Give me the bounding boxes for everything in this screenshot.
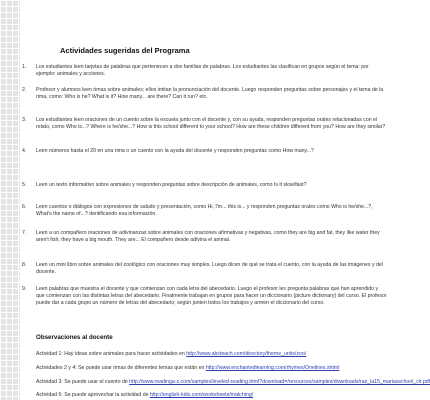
observation-line	[36, 392, 391, 399]
item-number: 9.	[22, 286, 27, 292]
item-number: 1.	[22, 64, 27, 70]
item-number: 3.	[22, 117, 27, 123]
item-text: Leen un texto informativo sobre animales y responden preguntas sobre descripción de animales, como Is it slow/fast?	[36, 182, 307, 188]
decorative-border	[0, 0, 20, 400]
resource-link[interactable]: http://www.readinga-z.com/samples/leveled-reading.html?download=/resources/samples/downloads/raz_la15_mariasschool_clr.pdf	[129, 379, 430, 385]
item-number: 7.	[22, 230, 27, 236]
observations-title: Observaciones al docente	[36, 334, 113, 341]
item-number: 4.	[22, 148, 27, 154]
observation-line	[36, 351, 391, 358]
resource-link[interactable]: http://www.abcteach.com/directory/theme_units/zoo/	[186, 351, 307, 357]
observation-text: Actividad 3: Se puede usar el cuento de	[36, 379, 130, 385]
observation-text: Actividades 2 y 4: Se puede usar rimas de diferentes temas que están en	[36, 365, 206, 371]
item-number: 2.	[22, 87, 27, 93]
observation-text: Actividad 6: Se puede aprovechar la actividad de	[36, 392, 150, 398]
resource-link[interactable]: http://english-kids.com/worksheets/matching/	[149, 392, 254, 398]
observation-text: Actividad 1: Hay ideas sobre animales para hacer actividades en	[36, 351, 187, 357]
document-page	[22, 0, 430, 400]
observation-line	[36, 365, 391, 372]
item-text: Profesor y alumnos leen rimas sobre animales; ellos imitan la pronunciación del docente. Luego responden preguntas sobre personajes y el tema de la rima, como: Who is he? What is it? How many... are there? Can it run? etc.	[36, 87, 384, 100]
item-text: Leen un mini libro sobre animales del zoológico con oraciones muy simples. Luego dicen de qué se trata el cuento, con la ayuda de las imágenes y del docente.	[36, 262, 383, 275]
item-text: Leen cuentos o diálogos con expresiones de saludo y presentación, como Hi, I'm... this is... y responden preguntas orales como Who is he/she...?, What's the name of...? dentificando esa información.	[36, 204, 373, 217]
item-number: 8.	[22, 262, 27, 268]
resource-link[interactable]: http://www.enchantedlearning.com/rhymes/Onelines.shtml	[205, 365, 340, 371]
section-title: Actividades sugeridas del Programa	[60, 46, 190, 55]
observation-line	[36, 379, 430, 386]
item-text: Leen números hasta el 20 en una rima o un cuento con la ayuda del docente y responden preguntas como How many...?	[36, 148, 314, 154]
item-number: 6.	[22, 204, 27, 210]
item-text: Los estudiantes leen tarjetas de palabras que pertenecen a dos familias de palabras. Los estudiantes las clasifican en grupos según el tema: por ejemplo: animales y acciones.	[36, 64, 369, 77]
item-text: Los estudiantes leen oraciones de un cuento sobre la escuela junto con el docente y, con su ayuda, responden preguntas orales relacionadas con el relato, como Who is...? Where is he/she...? How is this school different to your school? How are these children different from you? How are they similar?	[36, 117, 386, 130]
item-number: 5.	[22, 182, 27, 188]
item-text: Leen a un compañero oraciones de adivinanzas sobre animales con oraciones afirmativas y negativas, como they are big and fat, they like water they aren't fish, they have a big mouth. They are... El compañero desde adivina el animal.	[36, 230, 380, 243]
item-text: Leen palabras que muestra el docente y que comienzan con cada letra del abecedario. Luego el profesor les pregunta palabras que han aprendido y que comienzan con las distintas letras del abecedario. Finalmente trabajan en grupos para hacer un diccionario (picture dictionary) del curso. El profesor puede dar a cada grupo un número de letras del abecedario; según junten todos los trabajos y armen el diccionario del curso.	[36, 286, 387, 306]
